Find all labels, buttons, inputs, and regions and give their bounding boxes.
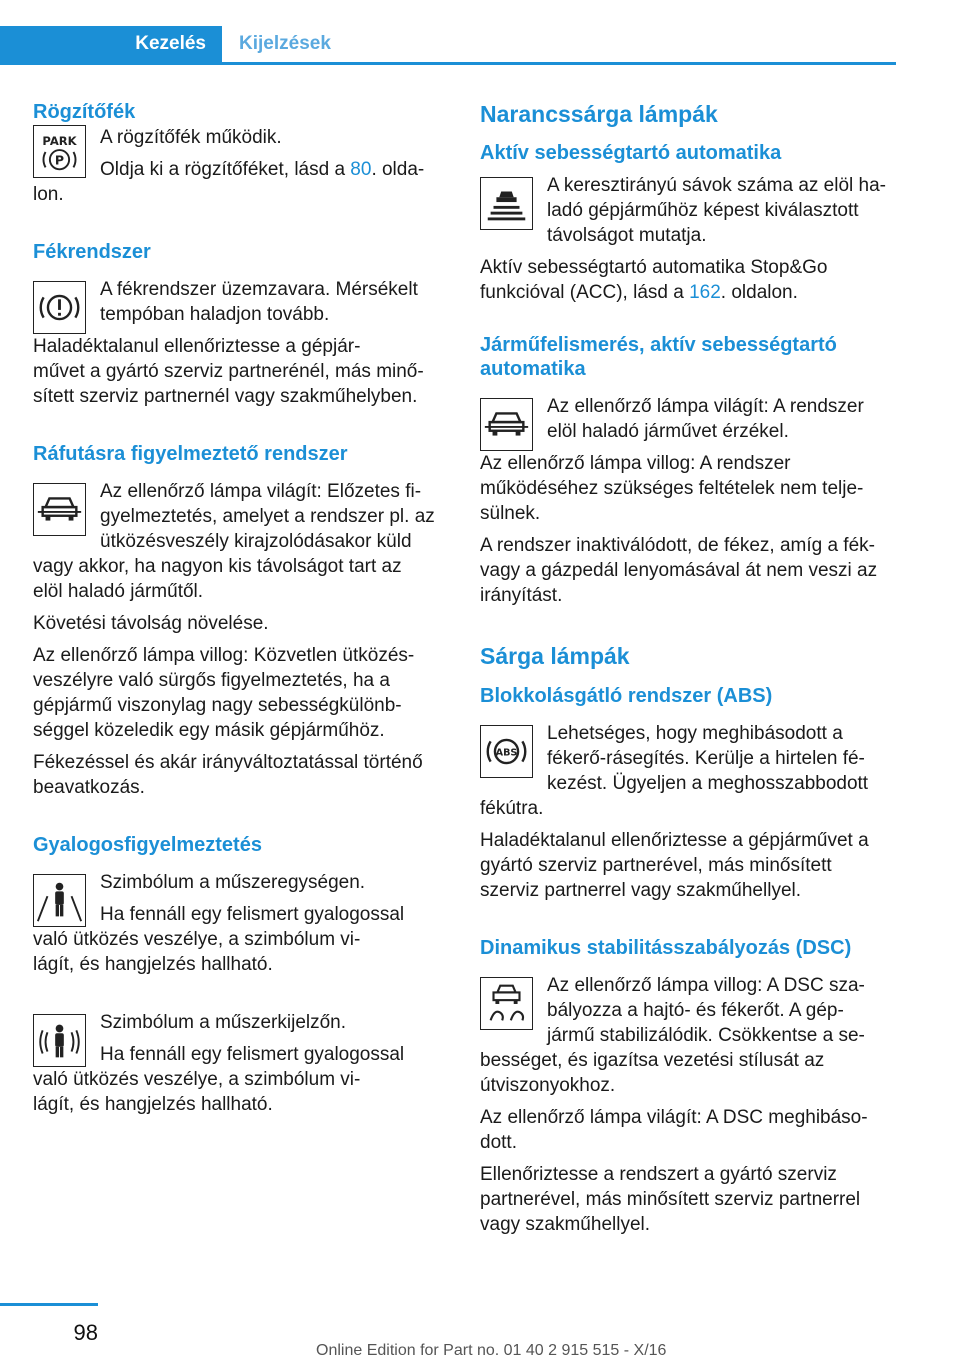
paragraph: A rögzítőfék működik.: [100, 127, 282, 148]
paragraph: Az ellenőrző lámpa villog: A DSC sza‐ bályozza a hajtó- és fékerőt. A gép‐ jármű stabilizálódik. Csökkentse a se‐ bességet, és igazítsa vezetési stílusát az útviszonyokhoz.: [480, 975, 865, 1096]
paragraph: Az ellenőrző lámpa világít: A rendszer elöl haladó járművet érzékel.: [547, 396, 864, 442]
vehicle-ahead-icon: [33, 483, 86, 536]
paragraph: A rendszer inaktiválódott, de fékez, amíg a fék‐ vagy a gázpedál lenyomásával át nem veszi az irányítást.: [480, 535, 878, 606]
brake-warning-icon: [33, 281, 86, 334]
tab-kezeles[interactable]: Kezelés: [0, 26, 222, 62]
page-link[interactable]: 80: [350, 159, 372, 180]
paragraph: Ha fennáll egy felismert gyalogossal való ütközés veszélye, a szimbólum vi‐ lágít, és hangjelzés hallható.: [33, 904, 405, 975]
paragraph: Követési távolság növelése.: [33, 613, 269, 634]
paragraph: Oldja ki a rögzítőféket, lásd a 80. olda‐ lon.: [33, 159, 425, 205]
paragraph: Ha fennáll egy felismert gyalogossal való ütközés veszélye, a szimbólum vi‐ lágít, és hangjelzés hallható.: [33, 1044, 405, 1115]
section-heading: Járműfelismerés, aktív sebességtartó automatika: [480, 334, 837, 380]
paragraph: Szimbólum a műszeregységen.: [100, 872, 366, 893]
paragraph: Az ellenőrző lámpa világít: A DSC meghibáso‐ dott.: [480, 1107, 868, 1153]
section-heading: Gyalogosfigyelmeztetés: [33, 834, 262, 856]
paragraph: Haladéktalanul ellenőriztesse a gépjárművet a gyártó szerviz partnerével, más minősített szerviz partnerrel vagy szakműhellyel.: [480, 830, 869, 901]
paragraph: Aktív sebességtartó automatika Stop&Go funkcióval (ACC), lásd a 162. oldalon.: [480, 257, 828, 303]
svg-text:P: P: [54, 152, 65, 168]
park-brake-icon: [33, 125, 86, 178]
vehicle-detect-icon: [480, 398, 533, 451]
pedestrian-icon: [33, 874, 86, 927]
section-heading: Dinamikus stabilitásszabályozás (DSC): [480, 937, 852, 959]
footer-edition: Online Edition for Part no. 01 40 2 915 515 - X/16: [316, 1342, 667, 1359]
section-heading: Ráfutásra figyelmeztető rendszer: [33, 443, 348, 465]
section-title: Sárga lámpák: [480, 643, 630, 669]
svg-text:PARK: PARK: [42, 134, 77, 149]
section-heading: Rögzítőfék: [33, 101, 136, 123]
left-column: [33, 100, 447, 1117]
section-heading: Aktív sebességtartó automatika: [480, 142, 782, 164]
section-heading: Blokkolásgátló rendszer (ABS): [480, 685, 773, 707]
paragraph: Ellenőriztesse a rendszert a gyártó szerviz partnerével, más minősített szerviz partnerrel vagy szakműhellyel.: [480, 1164, 861, 1235]
abs-icon: [480, 725, 533, 778]
paragraph: Fékezéssel és akár irányváltoztatással történő beavatkozás.: [33, 752, 423, 798]
page-number: 98: [0, 1303, 98, 1346]
paragraph: Az ellenőrző lámpa világít: Előzetes fi‐ gyelmeztetés, amelyet a rendszer pl. az ütközésveszély kirajzolódásakor küld vagy akkor, ha nagyon kis távolságot tart az elöl haladó járműtől.: [33, 481, 435, 602]
section-title: Narancssárga lámpák: [480, 101, 718, 127]
dsc-icon: [480, 977, 533, 1030]
pedestrian-sound-icon: [33, 1014, 86, 1067]
section-heading: Fékrendszer: [33, 241, 151, 263]
paragraph: A keresztirányú sávok száma az elöl ha‐ ladó gépjárműhöz képest kiválasztott távolságot mutatja.: [547, 175, 886, 246]
paragraph: Az ellenőrző lámpa villog: Közvetlen ütközés‐ veszélyre való sürgős figyelmeztetés, ha a gépjármű viszonylag nagy sebességkülönb‐ séggel közeledik egy másik gépjárműhöz.: [33, 645, 415, 741]
tab-kijelzesek[interactable]: Kijelzések: [239, 33, 331, 54]
paragraph: A fékrendszer üzemzavara. Mérsékelt tempóban haladjon tovább.: [100, 279, 418, 325]
chapter-tabs: [0, 26, 896, 65]
right-column: [480, 100, 896, 1237]
paragraph: Szimbólum a műszerkijelzőn.: [100, 1012, 347, 1033]
paragraph: Az ellenőrző lámpa villog: A rendszer működéséhez szükséges feltételek nem telje‐ sülnek.: [480, 453, 864, 524]
page-link[interactable]: 162: [689, 282, 721, 303]
svg-text:ABS: ABS: [495, 747, 518, 759]
paragraph: Haladéktalanul ellenőriztesse a gépjár‐ művet a gyártó szerviz partnerénél, más minő‐ sített szerviz partnernél vagy szakműhelyben.: [33, 336, 424, 407]
acc-distance-icon: [480, 177, 533, 230]
paragraph: Lehetséges, hogy meghibásodott a fékerő-rásegítés. Kerülje a hirtelen fé‐ kezést. Ügyeljen a meghosszabbodott fékútra.: [480, 723, 869, 819]
